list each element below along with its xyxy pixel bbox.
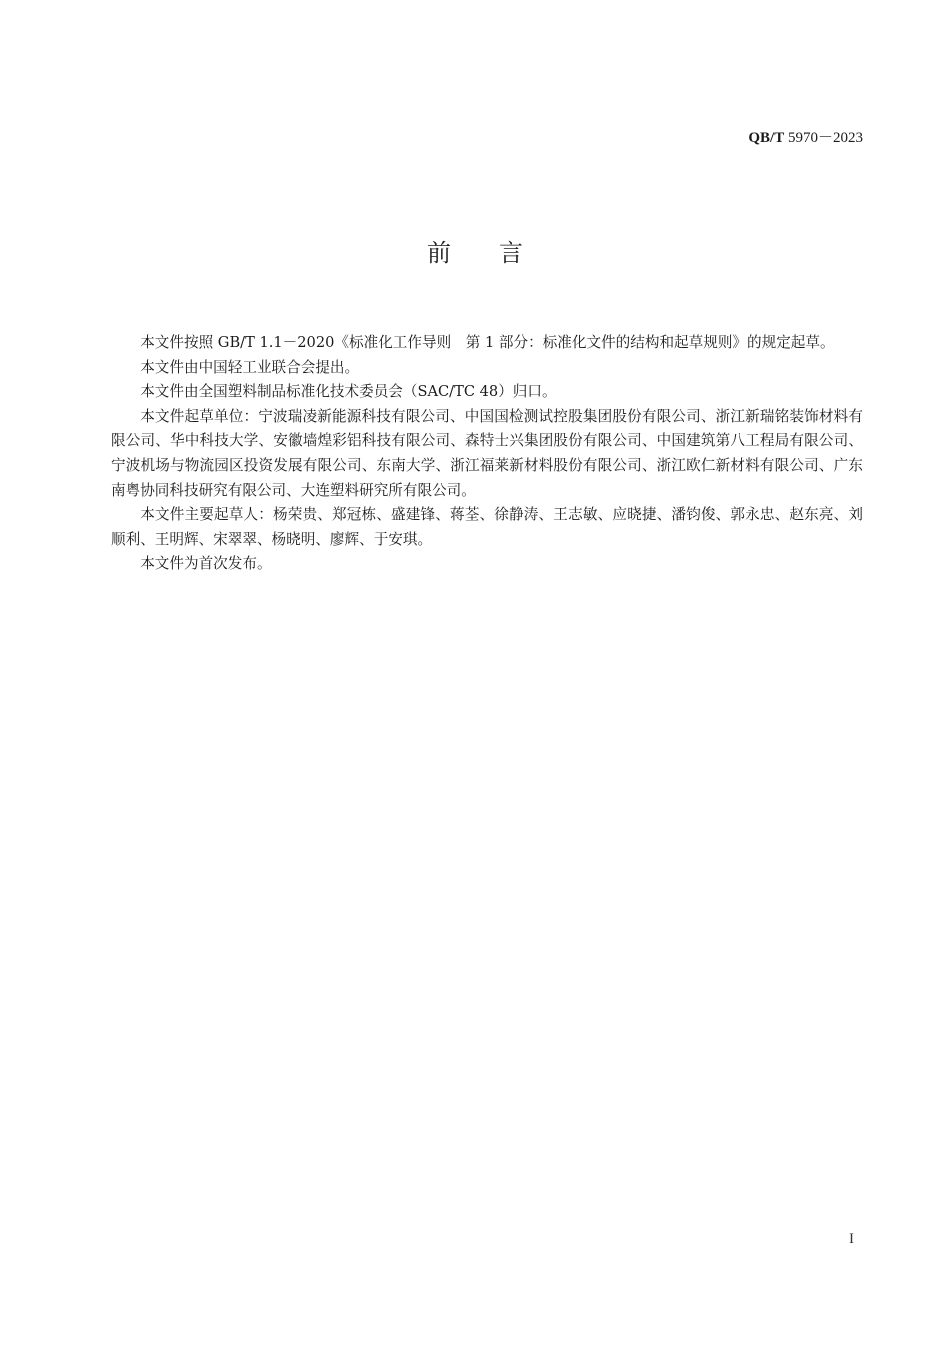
paragraph-drafting-units: 本文件起草单位：宁波瑞凌新能源科技有限公司、中国国检测试控股集团股份有限公司、浙江新瑞铭装饰材料有限公司、华中科技大学、安徽墙煌彩铝科技有限公司、森特士兴集团股份有限公司、中国建筑第八工程局有限公司、宁波机场与物流园区投资发展有限公司、东南大学、浙江福莱新材料股份有限公司、浙江欧仁新材料有限公司、广东南粤协同科技研究有限公司、大连塑料研究所有限公司。 xyxy=(111,407,863,499)
title-char-1: 前 xyxy=(427,239,451,267)
paragraph-committee: 本文件由全国塑料制品标准化技术委员会（SAC/TC 48）归口。 xyxy=(140,383,557,401)
standard-number: 5970－2023 xyxy=(784,130,863,146)
title-char-2: 言 xyxy=(499,239,523,267)
page-number: I xyxy=(849,1231,854,1247)
paragraph-proposer: 本文件由中国轻工业联合会提出。 xyxy=(140,358,360,376)
paragraph-first-release: 本文件为首次发布。 xyxy=(140,555,272,573)
standard-prefix: QB/T xyxy=(748,130,785,146)
paragraph-drafting-rules: 本文件按照 GB/T 1.1－2020《标准化工作导则 第 1 部分：标准化文件的结构和起草规则》的规定起草。 xyxy=(140,334,835,351)
standard-code-header xyxy=(748,126,863,147)
foreword-body xyxy=(111,331,863,577)
paragraph-drafters: 本文件主要起草人：杨荣贵、郑冠栋、盛建锋、蒋荃、徐静涛、王志敏、应晓捷、潘钧俊、郭永忠、赵东亮、刘顺利、王明辉、宋翠翠、杨晓明、廖辉、于安琪。 xyxy=(111,506,863,548)
page-title xyxy=(0,233,950,268)
